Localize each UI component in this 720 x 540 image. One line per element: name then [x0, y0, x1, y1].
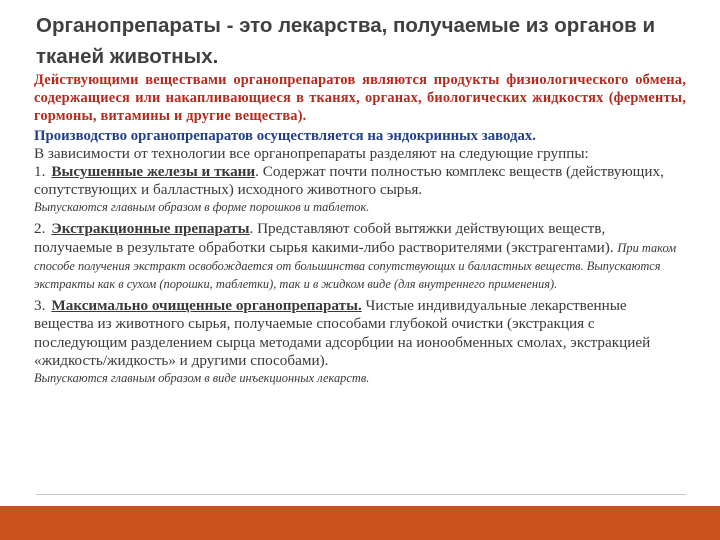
bottom-accent-bar [0, 506, 720, 540]
slide-title: Органопрепараты - это лекарства, получаемые из органов и тканей животных. [36, 14, 656, 68]
slide-content [34, 71, 686, 387]
definition-paragraph: Действующими веществами органопрепаратов являются продукты физиологического обмена, содержащиеся или накапливающиеся в тканях, органах, биологических жидкостях (ферменты, гормоны, витамины и другие вещества). [34, 72, 686, 125]
group-3-heading: Максимально очищенные органопрепараты. [51, 297, 362, 315]
group-2-number: 2. [34, 220, 46, 238]
group-2-note: При таком способе получения экстракт освобождается от большинства сопутствующих и балластных веществ. Выпускаются экстракты как в сухом (порошки, таблетки), так и в жидком виде (для внутреннего применения). [34, 240, 677, 292]
group-1-note: Выпускаются главным образом в форме порошков и таблеток. [34, 200, 370, 215]
group-3-text: Чистые индивидуальные лекарственные вещества из животного сырья, получаемые способами глубокой очистки (экстракция с последующим разделением сырца методами адсорбции на ионообменных смолах, экстракцией «жидкость/жидкость» и другими способами). [34, 297, 651, 369]
intro-paragraph: В зависимости от технологии все органопрепараты разделяют на следующие группы: [34, 144, 589, 162]
group-2 [34, 220, 686, 293]
production-paragraph: Производство органопрепаратов осуществляется на эндокринных заводах. [34, 127, 536, 144]
group-2-heading: Экстракционные препараты [51, 220, 250, 238]
group-1-number: 1. [34, 163, 46, 181]
group-3-note: Выпускаются главным образом в виде инъекционных лекарств. [34, 371, 370, 386]
group-1-text: . Содержат почти полностью комплекс веществ (действующих, сопутствующих и балластных) исходного животного сырья. [34, 163, 664, 199]
group-3-number: 3. [34, 297, 46, 315]
group-3 [34, 297, 686, 370]
group-1 [34, 163, 686, 199]
group-2-text: . Представляют собой вытяжки действующих веществ, получаемые в результате обработки сырья какими-либо растворителями (экстрагентами). [34, 220, 614, 256]
group-1-heading: Высушенные железы и ткани [51, 163, 256, 181]
bottom-divider [36, 494, 686, 495]
